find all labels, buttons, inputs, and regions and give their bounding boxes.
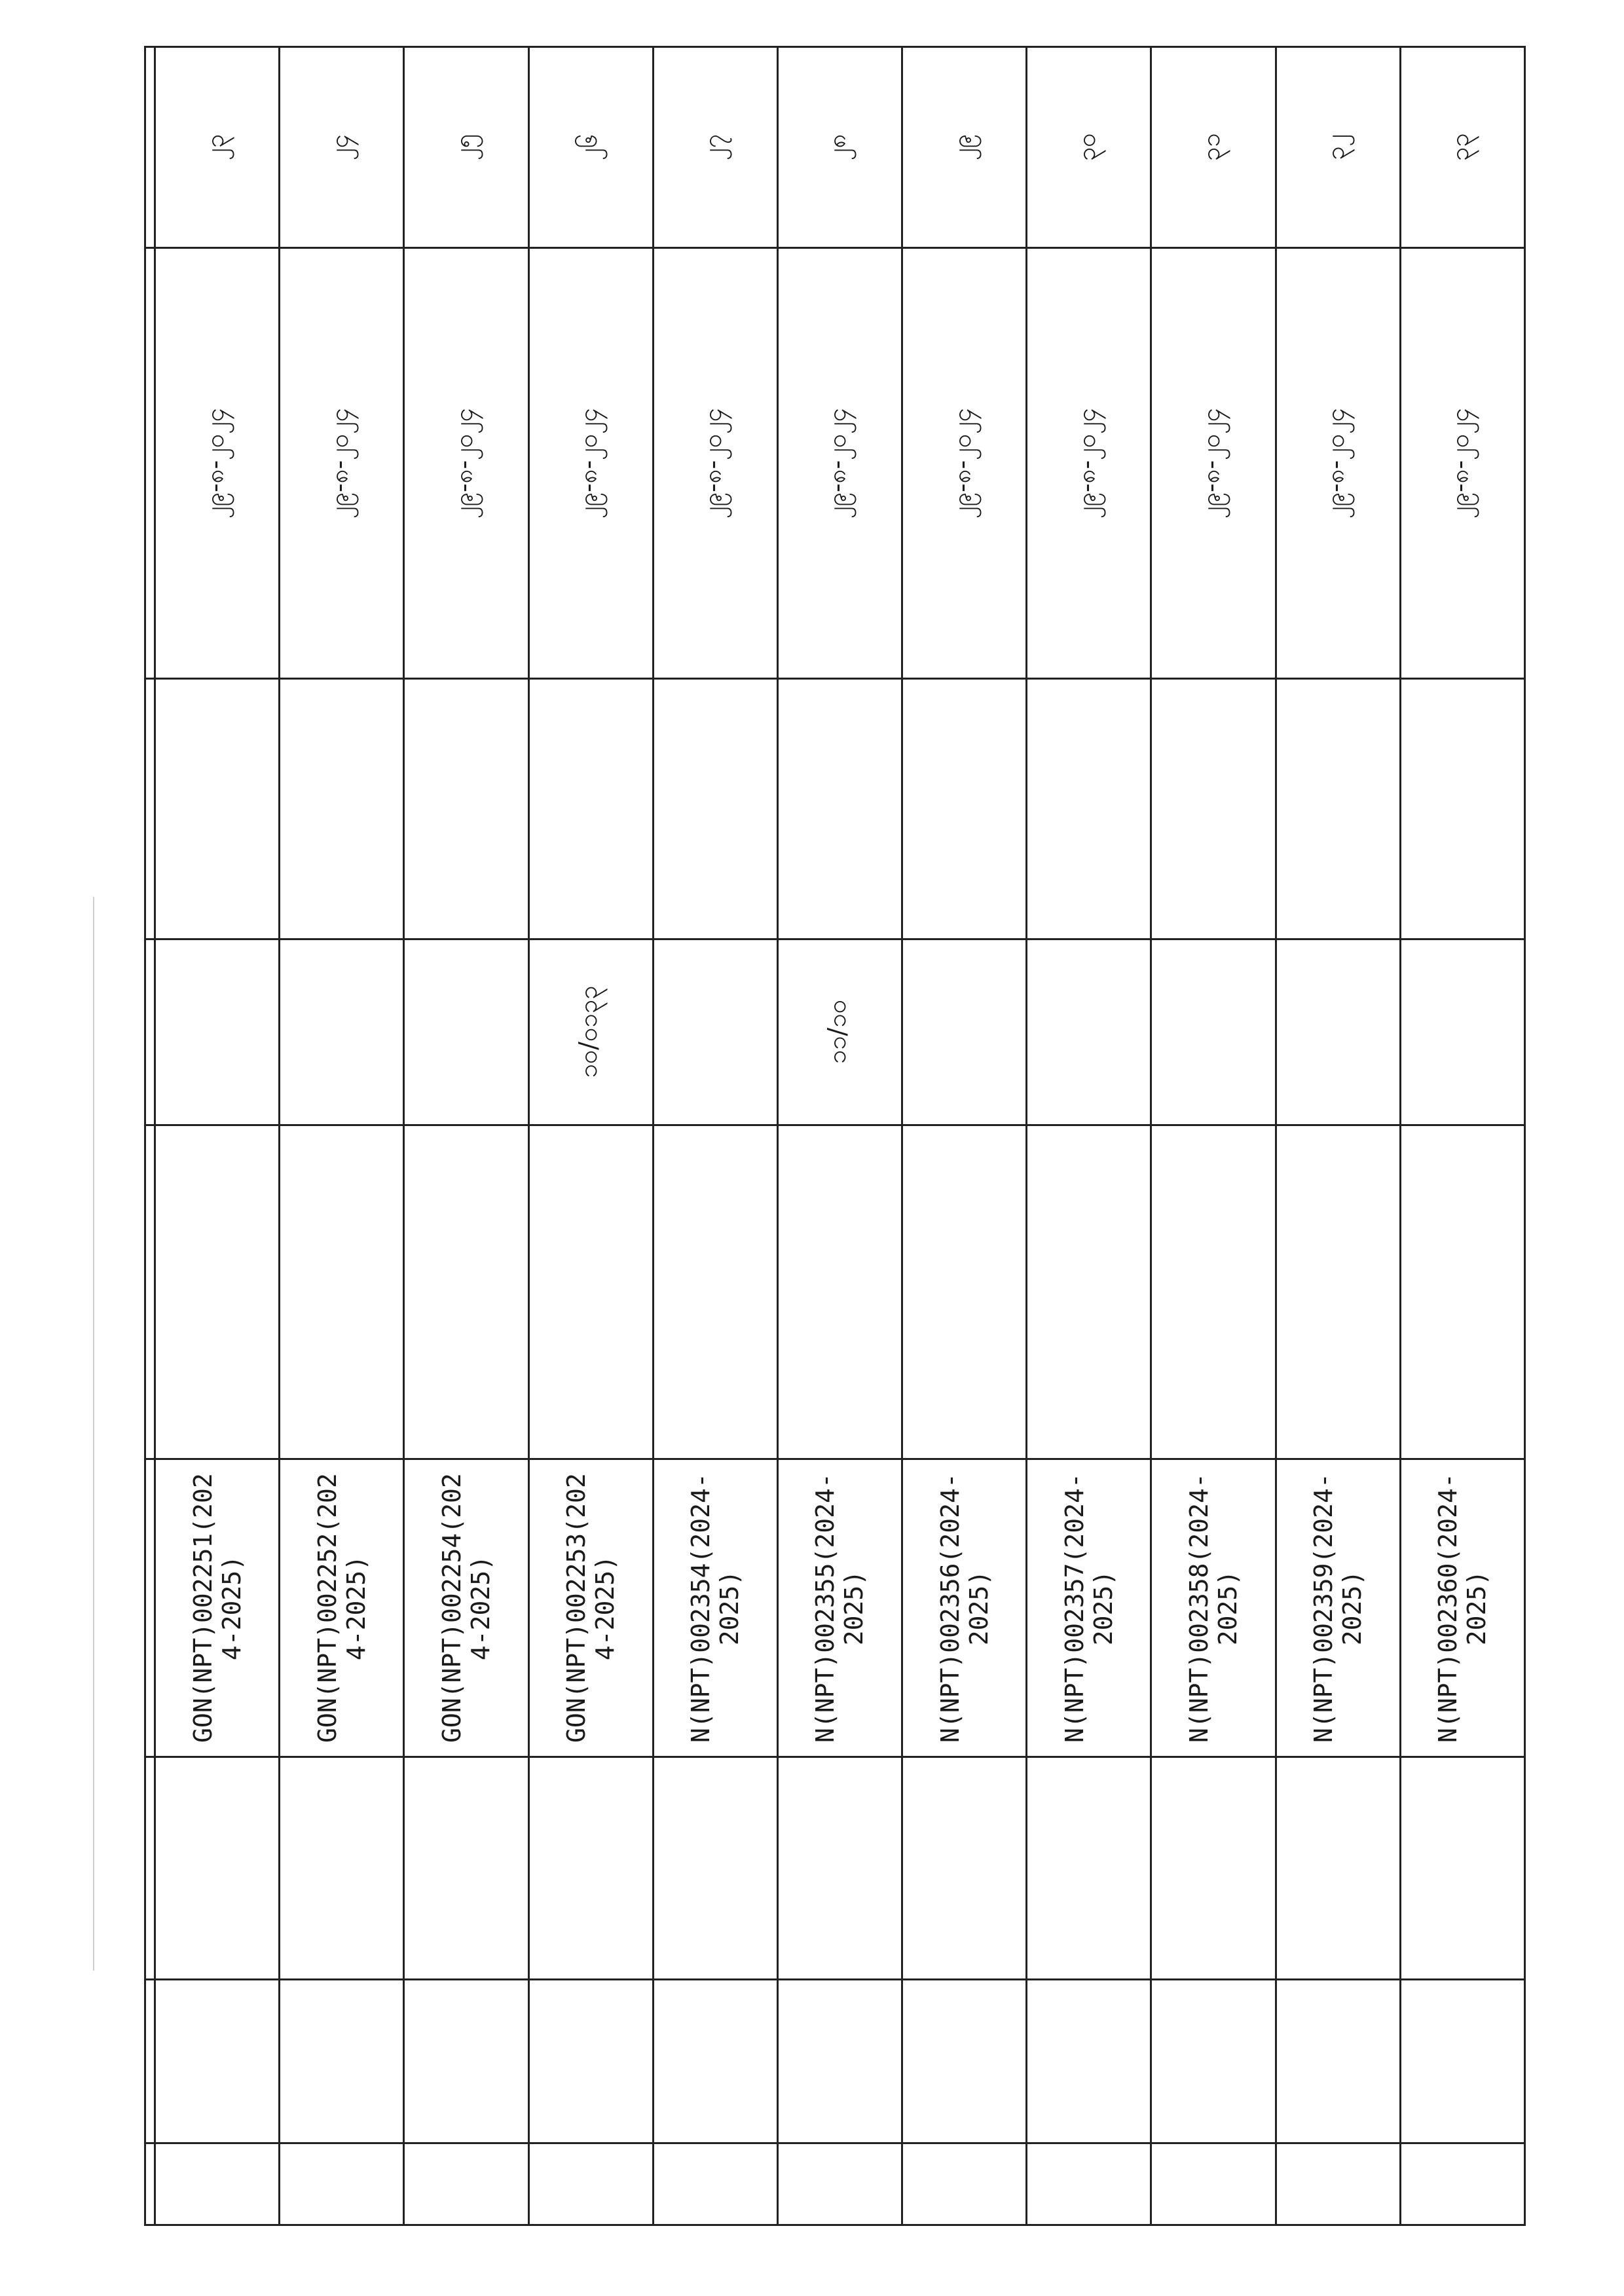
cell-code: GON(NPT)002254(2024-2025): [404, 1459, 528, 1757]
table-header-row: [145, 47, 155, 2225]
cell-status: [528, 1980, 653, 2143]
cell-position: [1400, 1125, 1524, 1459]
table-row: [653, 47, 777, 2225]
cell-no: ၃၁: [1151, 47, 1276, 248]
cell-position: [902, 1125, 1027, 1459]
cell-date: ၂၉-၈-၂၀၂၄: [1400, 247, 1524, 679]
cell-status: [902, 1980, 1027, 2143]
cell-no: ၃၂: [1276, 47, 1400, 248]
table-row: [902, 47, 1027, 2225]
cell-area: [1276, 1757, 1400, 1980]
cell-name: [1151, 679, 1276, 939]
cell-name: [1400, 679, 1524, 939]
table-row: [528, 47, 653, 2225]
table-row: [1400, 47, 1524, 2225]
cell-remark: [902, 2143, 1027, 2225]
cell-no: ၂၉: [902, 47, 1027, 248]
cell-no: ၂၃: [155, 47, 280, 248]
cell-status: [1027, 1980, 1151, 2143]
cell-code: GON(NPT)002252(2024-2025): [280, 1459, 404, 1757]
cell-no: ၂၇: [653, 47, 777, 248]
cell-area: [528, 1757, 653, 1980]
cell-office: [1276, 939, 1400, 1125]
cell-area: [653, 1757, 777, 1980]
cell-position: [653, 1125, 777, 1459]
cell-remark: [280, 2143, 404, 2225]
registration-table: [144, 46, 1526, 2226]
cell-name: [280, 679, 404, 939]
cell-code: GON(NPT)002251(2024-2025): [155, 1459, 280, 1757]
header-col-9: [145, 47, 155, 248]
cell-no: ၂၈: [777, 47, 902, 248]
cell-code: N(NPT)002360(2024-2025): [1400, 1459, 1524, 1757]
cell-office: [404, 939, 528, 1125]
cell-no: ၂၅: [404, 47, 528, 248]
cell-area: [280, 1757, 404, 1980]
cell-area: [777, 1757, 902, 1980]
cell-position: [1151, 1125, 1276, 1459]
table-row: [280, 47, 404, 2225]
cell-remark: [1400, 2143, 1524, 2225]
header-col-5: [145, 1125, 155, 1459]
cell-remark: [1151, 2143, 1276, 2225]
table-row: [1276, 47, 1400, 2225]
cell-area: [155, 1757, 280, 1980]
cell-no: ၂၄: [280, 47, 404, 248]
cell-name: [528, 679, 653, 939]
cell-office: [653, 939, 777, 1125]
cell-remark: [653, 2143, 777, 2225]
cell-position: [528, 1125, 653, 1459]
cell-office: [902, 939, 1027, 1125]
cell-status: [777, 1980, 902, 2143]
cell-date: ၂၉-၈-၂၀၂၄: [777, 247, 902, 679]
cell-code: GON(NPT)002253(2024-2025): [528, 1459, 653, 1757]
cell-status: [653, 1980, 777, 2143]
cell-date: ၂၉-၈-၂၀၂၄: [1276, 247, 1400, 679]
cell-name: [1276, 679, 1400, 939]
cell-position: [404, 1125, 528, 1459]
cell-area: [902, 1757, 1027, 1980]
header-col-8: [145, 247, 155, 679]
cell-no: ၃၀: [1027, 47, 1151, 248]
cell-status: [1151, 1980, 1276, 2143]
table-row: [155, 47, 280, 2225]
table-row: [1027, 47, 1151, 2225]
cell-name: [653, 679, 777, 939]
cell-name: [902, 679, 1027, 939]
cell-remark: [1276, 2143, 1400, 2225]
cell-code: N(NPT)002354(2024-2025): [653, 1459, 777, 1757]
cell-code: N(NPT)002356(2024-2025): [902, 1459, 1027, 1757]
cell-date: ၂၉-၈-၂၀၂၄: [902, 247, 1027, 679]
cell-office: [155, 939, 280, 1125]
cell-date: ၂၉-၈-၂၀၂၄: [1027, 247, 1151, 679]
cell-area: [1151, 1757, 1276, 1980]
cell-office: ၁၁/၁၀: [777, 939, 902, 1125]
cell-remark: [155, 2143, 280, 2225]
table-row: [404, 47, 528, 2225]
cell-status: [1276, 1980, 1400, 2143]
cell-office: [1151, 939, 1276, 1125]
cell-status: [155, 1980, 280, 2143]
cell-remark: [777, 2143, 902, 2225]
cell-name: [404, 679, 528, 939]
cell-code: N(NPT)002359(2024-2025): [1276, 1459, 1400, 1757]
cell-code: N(NPT)002357(2024-2025): [1027, 1459, 1151, 1757]
cell-date: ၂၉-၈-၂၀၂၄: [280, 247, 404, 679]
cell-position: [155, 1125, 280, 1459]
cell-name: [155, 679, 280, 939]
cell-status: [280, 1980, 404, 2143]
header-col-7: [145, 679, 155, 939]
cell-position: [1027, 1125, 1151, 1459]
cell-office: [280, 939, 404, 1125]
table-row: [777, 47, 902, 2225]
cell-remark: [404, 2143, 528, 2225]
cell-name: [1027, 679, 1151, 939]
cell-area: [1027, 1757, 1151, 1980]
cell-position: [1276, 1125, 1400, 1459]
cell-name: [777, 679, 902, 939]
cell-date: ၂၉-၈-၂၀၂၄: [1151, 247, 1276, 679]
cell-office: [1027, 939, 1151, 1125]
header-col-2: [145, 1980, 155, 2143]
cell-area: [1400, 1757, 1524, 1980]
cell-office: ၁၀/၀၁၃၃: [528, 939, 653, 1125]
header-col-6: [145, 939, 155, 1125]
table-row: [1151, 47, 1276, 2225]
cell-date: ၂၉-၈-၂၀၂၄: [528, 247, 653, 679]
cell-code: N(NPT)002358(2024-2025): [1151, 1459, 1276, 1757]
cell-no: ၂၆: [528, 47, 653, 248]
header-col-3: [145, 1757, 155, 1980]
header-col-1: [145, 2143, 155, 2225]
cell-date: ၂၉-၈-၂၀၂၄: [653, 247, 777, 679]
cell-remark: [1027, 2143, 1151, 2225]
cell-area: [404, 1757, 528, 1980]
cell-office: [1400, 939, 1524, 1125]
cell-code: N(NPT)002355(2024-2025): [777, 1459, 902, 1757]
cell-position: [280, 1125, 404, 1459]
scan-edge-line: [93, 897, 94, 1971]
cell-date: ၂၉-၈-၂၀၂၄: [155, 247, 280, 679]
cell-status: [1400, 1980, 1524, 2143]
header-col-4: [145, 1459, 155, 1757]
cell-position: [777, 1125, 902, 1459]
cell-date: ၂၉-၈-၂၀၂၄: [404, 247, 528, 679]
cell-no: ၃၃: [1400, 47, 1524, 248]
cell-remark: [528, 2143, 653, 2225]
cell-status: [404, 1980, 528, 2143]
